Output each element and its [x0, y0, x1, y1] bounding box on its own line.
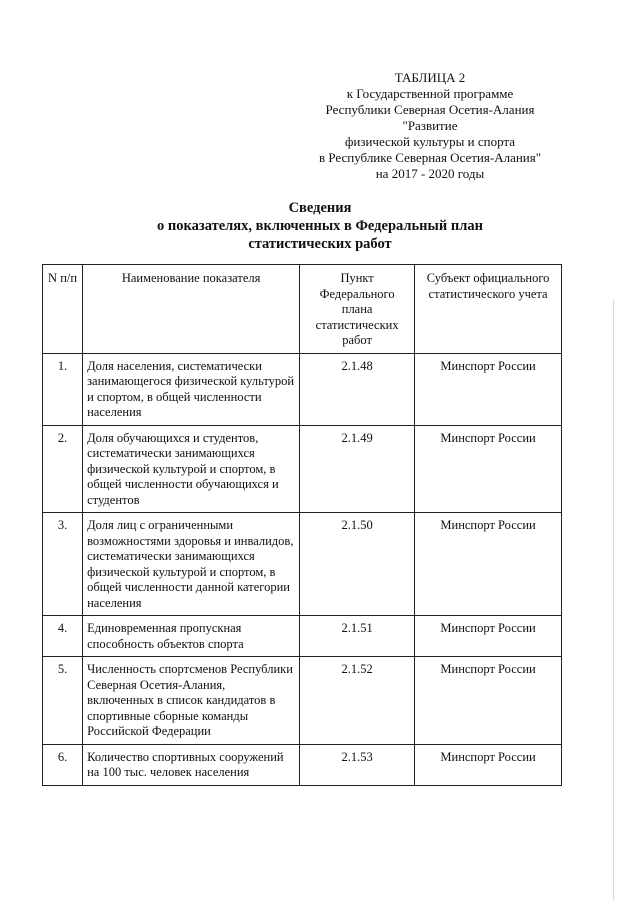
accounting-subject: Минспорт России — [415, 657, 562, 745]
scan-edge-line — [613, 300, 614, 900]
indicator-name: Доля лиц с ограниченными возможностями здоровья и инвалидов, систематически занимающихся физической культурой и спортом, в общей численности данной категории населения — [83, 513, 300, 616]
appendix-header — [290, 70, 570, 182]
title-line: статистических работ — [248, 236, 392, 252]
column-header-name: Наименование показателя — [83, 265, 300, 354]
plan-item-code: 2.1.53 — [300, 744, 415, 785]
title-line: о показателях, включенных в Федеральный план — [157, 218, 483, 234]
plan-item-code: 2.1.48 — [300, 353, 415, 425]
indicator-name: Количество спортивных сооружений на 100 тыс. человек населения — [83, 744, 300, 785]
row-number: 2. — [43, 425, 83, 513]
column-header-plan-item: Пункт Федерального плана статистических работ — [300, 265, 415, 354]
table-header-row — [43, 265, 562, 354]
indicators-table — [42, 264, 562, 786]
plan-item-code: 2.1.52 — [300, 657, 415, 745]
header-line: на 2017 - 2020 годы — [375, 166, 485, 181]
accounting-subject: Минспорт России — [415, 513, 562, 616]
indicator-name: Численность спортсменов Республики Северная Осетия-Алания, включенных в список кандидатов в спортивные сборные команды Российской Федерации — [83, 657, 300, 745]
indicator-name: Единовременная пропускная способность объектов спорта — [83, 616, 300, 657]
row-number: 4. — [43, 616, 83, 657]
row-number: 3. — [43, 513, 83, 616]
row-number: 6. — [43, 744, 83, 785]
column-header-subject: Субъект официального статистического учета — [415, 265, 562, 354]
title-line: Сведения — [288, 200, 352, 216]
accounting-subject: Минспорт России — [415, 616, 562, 657]
indicator-name: Доля обучающихся и студентов, систематически занимающихся физической культурой и спортом, в общей численности обучающихся и студентов — [83, 425, 300, 513]
table-row — [43, 425, 562, 513]
table-row — [43, 657, 562, 745]
header-line: Республики Северная Осетия-Алания — [325, 102, 535, 117]
header-line: к Государственной программе — [346, 86, 514, 101]
column-header-number: N п/п — [43, 265, 83, 354]
accounting-subject: Минспорт России — [415, 744, 562, 785]
indicator-name: Доля населения, систематически занимающегося физической культурой и спортом, в общей численности населения — [83, 353, 300, 425]
row-number: 1. — [43, 353, 83, 425]
table-row — [43, 513, 562, 616]
table-row — [43, 616, 562, 657]
table-row — [43, 353, 562, 425]
table-row — [43, 744, 562, 785]
row-number: 5. — [43, 657, 83, 745]
plan-item-code: 2.1.50 — [300, 513, 415, 616]
plan-item-code: 2.1.49 — [300, 425, 415, 513]
header-line: физической культуры и спорта — [344, 134, 516, 149]
header-line: в Республике Северная Осетия-Алания" — [318, 150, 542, 165]
document-title — [0, 199, 640, 253]
accounting-subject: Минспорт России — [415, 425, 562, 513]
header-line: "Развитие — [402, 118, 458, 133]
header-line: ТАБЛИЦА 2 — [394, 70, 466, 85]
plan-item-code: 2.1.51 — [300, 616, 415, 657]
accounting-subject: Минспорт России — [415, 353, 562, 425]
